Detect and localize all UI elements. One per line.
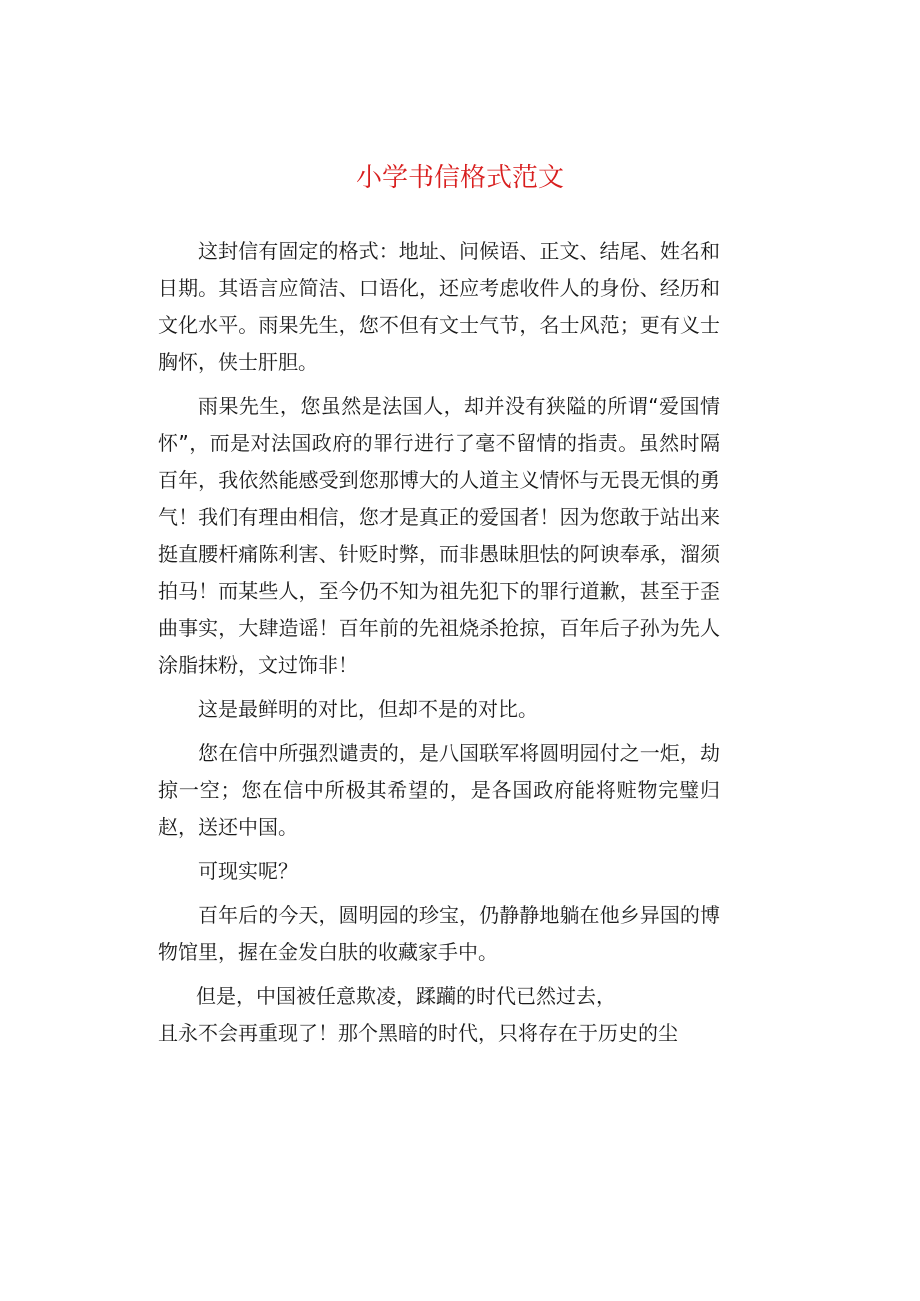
paragraph-hugo-patriot: 雨果先生，您虽然是法国人，却并没有狭隘的所谓“爱国情怀”，而是对法国政府的罪行进行了毫不留情的指责。虽然时隔百年，我依然能感受到您那博大的人道主义情怀与无畏无惧的勇气！我们有理由相信，您才是真正的爱国者！因为您敢于站出来挺直腰杆痛陈利害、针贬时弊，而非愚昧胆怯的阿谀奉承，溜须拍马！而某些人，至今仍不知为祖先犯下的罪行道歉，甚至于歪曲事实，大肆造谣！百年前的先祖烧杀抢掠，百年后子孙为先人涂脂抹粉，文过饰非！ — [158, 394, 720, 677]
paragraph-condemnation: 您在信中所强烈谴责的，是八国联军将圆明园付之一炬，劫掠一空；您在信中所极其希望的，是各国政府能将赃物完璧归赵，送还中国。 — [158, 741, 720, 839]
document-title: 小学书信格式范文 — [355, 163, 564, 193]
paragraph-never-again: 且永不会再重现了！那个黑暗的时代，只将存在于历史的尘 — [158, 1021, 678, 1045]
paragraph-contrast: 这是最鲜明的对比，但却不是的对比。 — [198, 697, 538, 721]
paragraph-reality-question: 可现实呢？ — [198, 859, 298, 883]
document-body — [158, 233, 720, 1059]
paragraph-treasures: 百年后的今天，圆明园的珍宝，仍静静地躺在他乡异国的博物馆里，握在金发白肤的收藏家手中。 — [158, 903, 720, 964]
paragraph-format-intro: 这封信有固定的格式：地址、问候语、正文、结尾、姓名和日期。其语言应简洁、口语化，还应考虑收件人的身份、经历和文化水平。雨果先生，您不但有文士气节，名士风范；更有义士胸怀，侠士肝胆。 — [158, 239, 720, 374]
paragraph-era-passed: 但是，中国被任意欺凌，蹂躏的时代已然过去， — [196, 984, 616, 1008]
